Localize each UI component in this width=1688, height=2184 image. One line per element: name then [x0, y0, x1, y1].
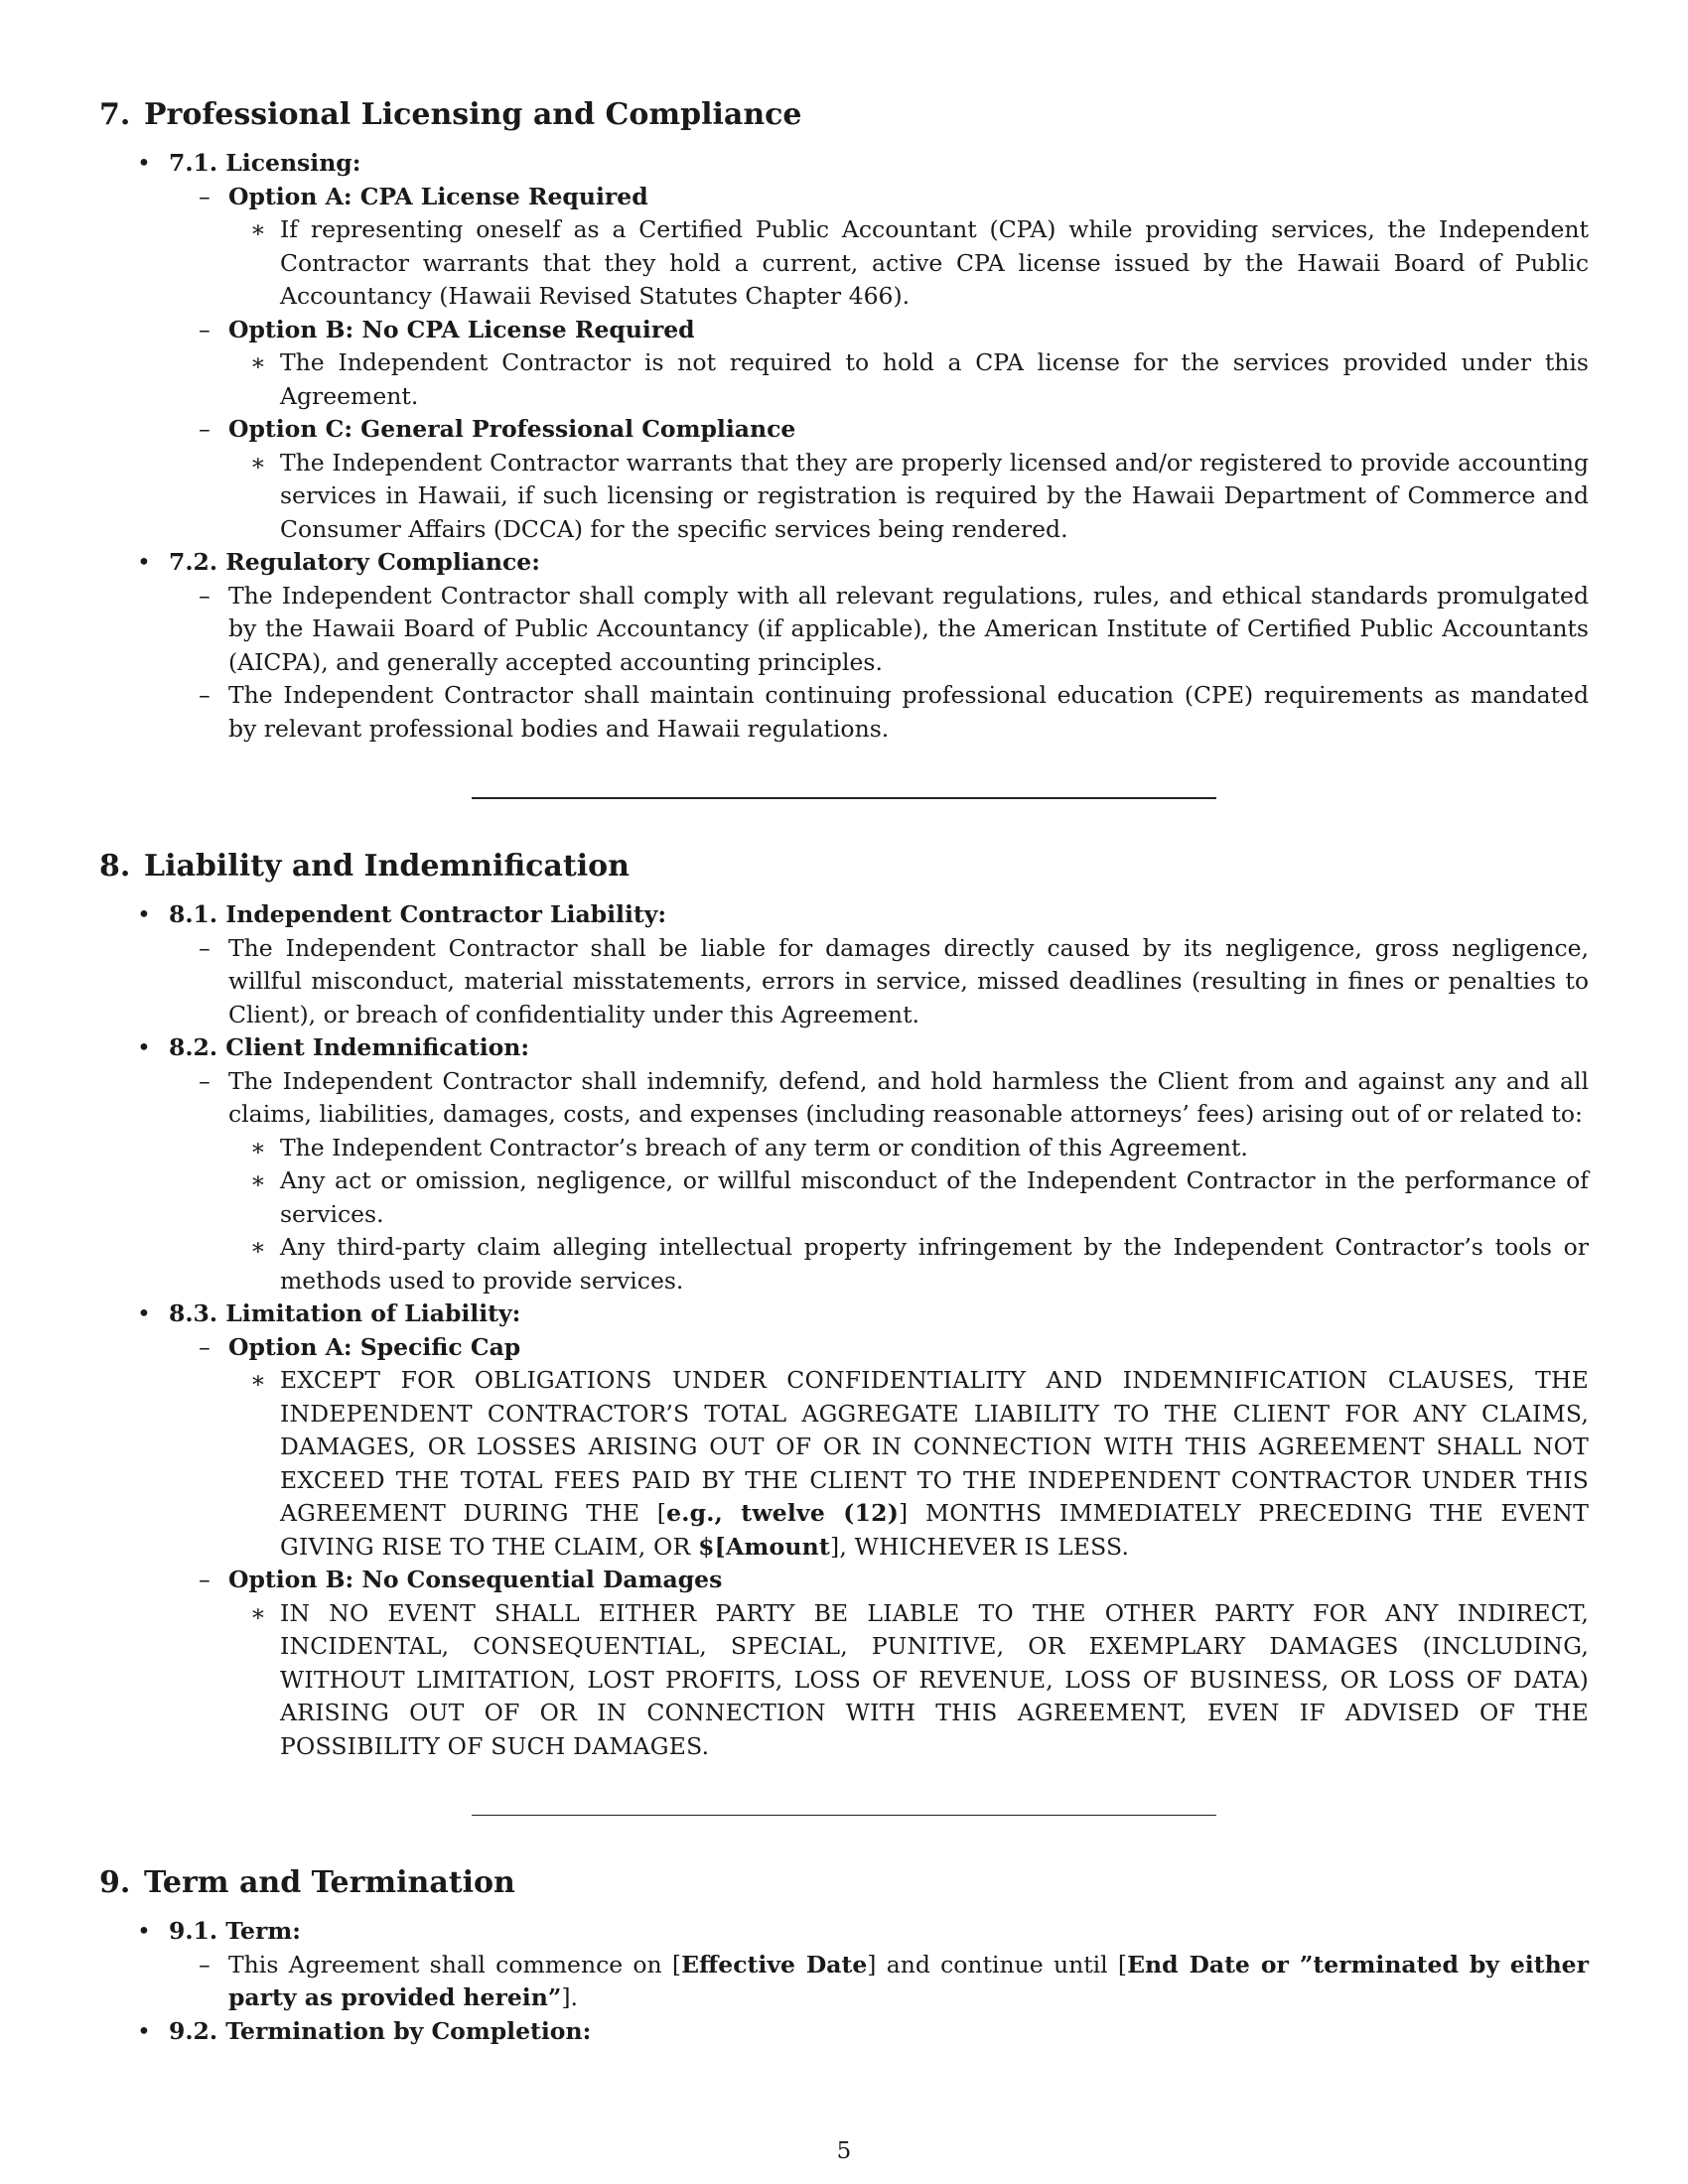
- clause-9-1: [99, 1915, 1589, 2015]
- list-item: [250, 1164, 1589, 1231]
- placeholder-term: e.g., twelve (12): [666, 1499, 900, 1527]
- clause-7-2: [99, 546, 1589, 746]
- section-title: Professional Licensing and Compliance: [144, 97, 802, 132]
- list-item: [250, 1231, 1589, 1297]
- asterisk-marker: ∗: [250, 1598, 266, 1627]
- section-number: 7.: [99, 97, 131, 132]
- clause-label: 8.1. Independent Contractor Liability:: [169, 900, 667, 928]
- section-divider: [472, 1815, 1216, 1816]
- option-text: If representing oneself as a Certified Public Accountant (CPA) while providing services, the Independent Contractor warrants that they hold a current, active CPA license issued by the Hawaii Board of Public Accountancy (Hawaii Revised Statutes Chapter 466).: [280, 215, 1589, 310]
- subitem-text: Any third-party claim alleging intellectual property infringement by the Independent Contractor’s tools or methods used to provide services.: [280, 1233, 1589, 1295]
- clause-8-2: [99, 1031, 1589, 1297]
- section-7-list: [99, 147, 1589, 746]
- dash-marker: –: [199, 933, 211, 962]
- option-title: Option B: No CPA License Required: [228, 315, 695, 343]
- list-item: [199, 580, 1589, 680]
- option-title: Option C: General Professional Compliance: [228, 415, 796, 443]
- text-segment: This Agreement shall commence on [: [228, 1950, 682, 1979]
- option-a-items: [228, 1364, 1589, 1564]
- list-item: [250, 1132, 1589, 1165]
- clause-text: The Independent Contractor shall maintain continuing professional education (CPE) requirements as mandated by relevant professional bodies and Hawaii regulations.: [228, 681, 1589, 743]
- option-title: Option A: CPA License Required: [228, 182, 648, 210]
- clause-label: 8.3. Limitation of Liability:: [169, 1299, 521, 1327]
- asterisk-marker: ∗: [250, 448, 266, 477]
- list-item: [199, 1065, 1589, 1298]
- asterisk-marker: ∗: [250, 215, 266, 243]
- text-segment: ] MONTHS IMMEDIATELY PRECEDING THE EVENT GIVING RISE TO THE CLAIM, OR: [280, 1499, 1590, 1561]
- option-title: Option A: Specific Cap: [228, 1332, 521, 1361]
- option-text: The Independent Contractor is not required to hold a CPA license for the services provided under this Agreement.: [280, 348, 1589, 410]
- asterisk-marker: ∗: [250, 1133, 266, 1161]
- option-a: [199, 181, 1589, 314]
- text-segment: ], WHICHEVER IS LESS.: [829, 1532, 1130, 1561]
- dash-marker: –: [199, 415, 211, 443]
- list-item: [250, 447, 1589, 547]
- clause-label: 9.2. Termination by Completion:: [169, 2016, 592, 2045]
- asterisk-marker: ∗: [250, 1366, 266, 1394]
- list-item: [199, 932, 1589, 1032]
- dash-marker: –: [199, 315, 211, 343]
- option-b-items: [228, 346, 1589, 413]
- dash-marker: –: [199, 1332, 211, 1361]
- option-a: [199, 1331, 1590, 1565]
- subitem-text: The Independent Contractor’s breach of any term or condition of this Agreement.: [280, 1133, 1248, 1161]
- section-8-list: [99, 898, 1589, 1763]
- section-8-heading: [99, 845, 1589, 888]
- clause-7-2-items: [169, 580, 1589, 747]
- dash-marker: –: [199, 182, 211, 210]
- dash-marker: –: [199, 581, 211, 610]
- text-segment: ].: [561, 1983, 578, 2011]
- clause-8-1-items: [169, 932, 1589, 1032]
- option-title: Option B: No Consequential Damages: [228, 1566, 723, 1593]
- section-9-list: [99, 1915, 1589, 2048]
- clause-8-1: [99, 898, 1589, 1031]
- clause-9-1-items: [169, 1949, 1589, 2015]
- section-title: Term and Termination: [144, 1865, 515, 1900]
- placeholder-effective-date: Effective Date: [681, 1950, 868, 1979]
- clause-8-2-items: [169, 1065, 1589, 1298]
- clause-label: 8.2. Client Indemnification:: [169, 1033, 530, 1061]
- clause-text: The Independent Contractor shall comply with all relevant regulations, rules, and ethical standards promulgated by the Hawaii Board of Public Accountancy (if applicable), the American Institute of Certified Public Accountants (AICPA), and generally accepted accounting principles.: [228, 581, 1589, 676]
- section-number: 9.: [99, 1865, 131, 1900]
- section-9-heading: [99, 1861, 1589, 1905]
- text-segment: ] and continue until [: [867, 1950, 1128, 1979]
- list-item: [250, 346, 1589, 413]
- text-segment: EXCEPT FOR OBLIGATIONS UNDER CONFIDENTIALITY AND INDEMNIFICATION CLAUSES, THE INDEPENDENT CONTRACTOR’S TOTAL AGGREGATE LIABILITY TO THE CLIENT FOR ANY CLAIMS, DAMAGES, OR LOSSES ARISING OUT OF OR IN CONNECTION WITH THIS AGREEMENT SHALL NOT EXCEED THE TOTAL FEES PAID BY THE CLIENT TO THE INDEPENDENT CONTRACTOR UNDER THIS AGREEMENT DURING THE [: [280, 1366, 1589, 1527]
- dash-marker: –: [199, 1066, 211, 1095]
- list-item: [250, 1597, 1589, 1764]
- dash-marker: –: [199, 1950, 211, 1979]
- option-c-items: [228, 447, 1589, 547]
- clause-label: 9.1. Term:: [169, 1917, 301, 1945]
- asterisk-marker: ∗: [250, 348, 266, 376]
- placeholder-amount: $[Amount: [698, 1532, 830, 1561]
- option-b: [199, 314, 1589, 414]
- list-item: [199, 1949, 1590, 2015]
- subitem-text: Any act or omission, negligence, or willful misconduct of the Independent Contractor in the performance of services.: [280, 1166, 1589, 1228]
- asterisk-marker: ∗: [250, 1233, 266, 1261]
- list-item: [250, 1364, 1590, 1564]
- option-text: [280, 1364, 1589, 1564]
- clause-9-2: [99, 2015, 1589, 2049]
- clause-text: [228, 1949, 1589, 2015]
- list-item: [199, 679, 1589, 746]
- page-content: [99, 93, 1589, 2048]
- clause-label: 7.2. Regulatory Compliance:: [169, 548, 540, 576]
- clause-8-3-options: [169, 1331, 1589, 1764]
- option-a-items: [228, 213, 1589, 314]
- list-item: [250, 213, 1589, 314]
- option-text: The Independent Contractor warrants that they are properly licensed and/or registered to provide accounting services in Hawaii, if such licensing or registration is required by the Hawaii Department of Commerce and Consumer Affairs (DCCA) for the specific services being rendered.: [280, 448, 1589, 543]
- clause-label: 7.1. Licensing:: [169, 149, 361, 177]
- option-b: [199, 1564, 1589, 1763]
- option-text: IN NO EVENT SHALL EITHER PARTY BE LIABLE TO THE OTHER PARTY FOR ANY INDIRECT, INCIDENTAL, CONSEQUENTIAL, SPECIAL, PUNITIVE, OR EXEMPLARY DAMAGES (INCLUDING, WITHOUT LIMITATION, LOST PROFITS, LOSS OF REVENUE, LOSS OF BUSINESS, OR LOSS OF DATA) ARISING OUT OF OR IN CONNECTION WITH THIS AGREEMENT, EVEN IF ADVISED OF THE POSSIBILITY OF SUCH DAMAGES.: [280, 1598, 1589, 1760]
- section-title: Liability and Indemnification: [144, 849, 630, 884]
- section-number: 8.: [99, 849, 131, 884]
- asterisk-marker: ∗: [250, 1166, 266, 1194]
- page-number: 5: [836, 2138, 852, 2164]
- clause-8-2-subitems: [228, 1132, 1589, 1298]
- clause-8-3: [99, 1297, 1589, 1763]
- clause-7-1-options: [169, 181, 1589, 547]
- option-c: [199, 413, 1589, 546]
- dash-marker: –: [199, 681, 211, 709]
- dash-marker: –: [199, 1566, 211, 1593]
- option-b-items: [228, 1597, 1589, 1764]
- clause-text: The Independent Contractor shall indemnify, defend, and hold harmless the Client from and against any and all claims, liabilities, damages, costs, and expenses (including reasonable attorneys’ fees) arising out of or related to:: [228, 1066, 1589, 1128]
- clause-7-1: [99, 147, 1589, 546]
- placeholder-end-date: End Date or ”terminated by either party as provided herein”: [228, 1950, 1590, 2011]
- clause-text: The Independent Contractor shall be liable for damages directly caused by its negligence, gross negligence, willful misconduct, material misstatements, errors in service, missed deadlines (resulting in fines or penalties to Client), or breach of confidentiality under this Agreement.: [228, 933, 1589, 1028]
- section-7-heading: [99, 93, 1589, 137]
- section-divider: [472, 797, 1216, 799]
